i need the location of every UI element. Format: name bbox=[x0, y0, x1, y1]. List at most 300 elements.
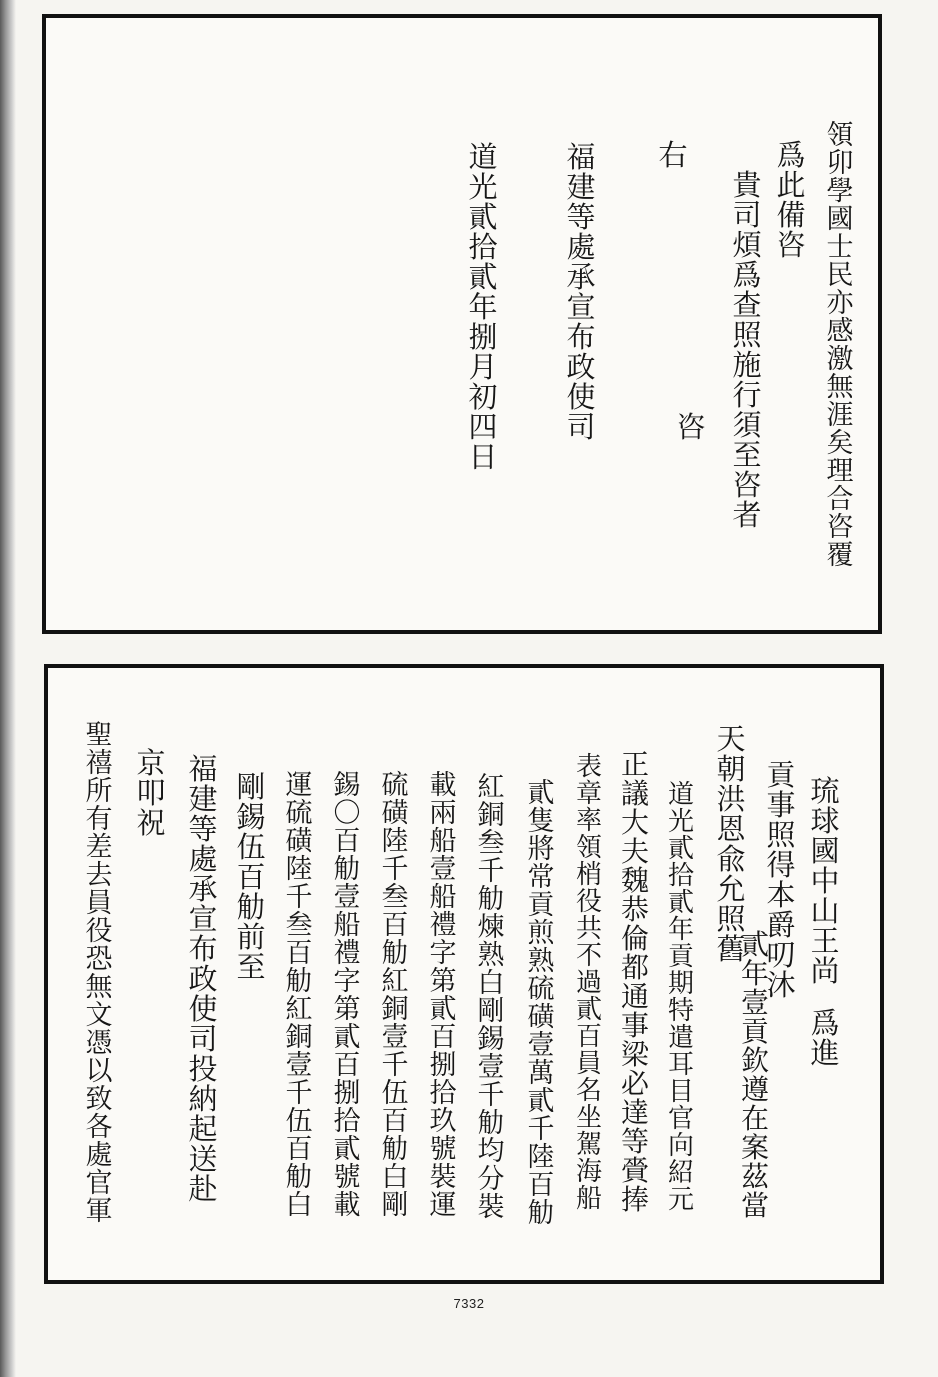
text-column bbox=[738, 930, 772, 1220]
glyph: 等 bbox=[188, 812, 218, 846]
glyph: 船 bbox=[429, 826, 457, 857]
glyph: 貴 bbox=[732, 168, 762, 202]
glyph: 國 bbox=[826, 204, 854, 235]
glyph: 所 bbox=[85, 776, 113, 807]
glyph: 百 bbox=[333, 826, 361, 857]
text-column bbox=[330, 772, 364, 1220]
text-column bbox=[808, 776, 842, 986]
text-column bbox=[466, 142, 500, 472]
text-column bbox=[82, 722, 116, 1226]
glyph: 司 bbox=[566, 410, 596, 444]
binding-edge-shadow bbox=[0, 0, 16, 1377]
glyph: 駕 bbox=[575, 1130, 602, 1160]
glyph: 名 bbox=[575, 1076, 602, 1106]
glyph: 錫 bbox=[333, 770, 361, 801]
glyph: 梁 bbox=[620, 1038, 649, 1071]
glyph: 隻 bbox=[527, 806, 555, 837]
glyph: 貳 bbox=[575, 995, 602, 1025]
glyph: 白 bbox=[381, 1162, 409, 1193]
glyph: 年 bbox=[468, 290, 498, 324]
glyph: 千 bbox=[381, 854, 409, 885]
glyph: 處 bbox=[188, 842, 218, 876]
bottom-document-panel bbox=[44, 664, 884, 1284]
glyph: 千 bbox=[285, 1078, 313, 1109]
glyph: 洪 bbox=[716, 782, 746, 816]
glyph: 矣 bbox=[826, 428, 854, 459]
glyph: 光 bbox=[468, 170, 498, 204]
glyph: 煉 bbox=[477, 912, 505, 943]
glyph: 民 bbox=[826, 260, 854, 291]
text-column bbox=[730, 170, 764, 530]
glyph: 煎 bbox=[527, 918, 555, 949]
glyph: 咨 bbox=[776, 228, 806, 262]
glyph: 磺 bbox=[285, 826, 313, 857]
glyph: 過 bbox=[575, 968, 602, 998]
glyph: 觔 bbox=[333, 854, 361, 885]
text-column bbox=[234, 772, 268, 982]
glyph: 祝 bbox=[136, 806, 166, 840]
glyph: 壹 bbox=[429, 854, 457, 885]
glyph: 特 bbox=[667, 996, 694, 1026]
glyph: 道 bbox=[667, 780, 694, 810]
glyph: 百 bbox=[236, 860, 266, 894]
glyph: 共 bbox=[575, 914, 602, 944]
glyph: 千 bbox=[477, 856, 505, 887]
glyph: 爲 bbox=[732, 258, 762, 292]
glyph: 等 bbox=[566, 200, 596, 234]
glyph: 拾 bbox=[468, 230, 498, 264]
glyph: 覆 bbox=[826, 540, 854, 571]
text-column bbox=[426, 772, 460, 1220]
glyph: 錫 bbox=[477, 1024, 505, 1055]
glyph: 貳 bbox=[429, 994, 457, 1025]
glyph: 政 bbox=[566, 350, 596, 384]
glyph: 卯 bbox=[826, 148, 854, 179]
glyph: 事 bbox=[620, 1009, 649, 1042]
glyph: 捧 bbox=[620, 1183, 649, 1216]
glyph: 咨 bbox=[676, 410, 706, 444]
glyph: 賫 bbox=[620, 1154, 649, 1187]
glyph: 行 bbox=[732, 378, 762, 412]
glyph: 熟 bbox=[477, 940, 505, 971]
glyph: 觔 bbox=[527, 1198, 555, 1229]
glyph: 第 bbox=[429, 966, 457, 997]
glyph: 貳 bbox=[667, 834, 694, 864]
glyph: 軍 bbox=[85, 1196, 113, 1227]
glyph: 建 bbox=[188, 782, 218, 816]
glyph: 都 bbox=[620, 951, 649, 984]
glyph: 陸 bbox=[285, 854, 313, 885]
text-column bbox=[524, 780, 558, 1228]
glyph: 領 bbox=[826, 120, 854, 151]
glyph: 司 bbox=[732, 198, 762, 232]
glyph: 宣 bbox=[566, 290, 596, 324]
glyph: 剛 bbox=[381, 1190, 409, 1221]
glyph: 文 bbox=[85, 1000, 113, 1031]
glyph: 萬 bbox=[527, 1058, 555, 1089]
glyph: 兩 bbox=[429, 798, 457, 829]
glyph: 亦 bbox=[826, 288, 854, 319]
glyph: 硫 bbox=[527, 974, 555, 1005]
glyph: 千 bbox=[381, 1050, 409, 1081]
glyph: 各 bbox=[85, 1112, 113, 1143]
glyph: 恐 bbox=[85, 944, 113, 975]
glyph: 須 bbox=[732, 408, 762, 442]
glyph: 承 bbox=[566, 260, 596, 294]
glyph: 陸 bbox=[381, 826, 409, 857]
glyph: 梢 bbox=[575, 860, 602, 890]
glyph: 使 bbox=[188, 992, 218, 1026]
glyph: 壹 bbox=[381, 1022, 409, 1053]
glyph: 爵 bbox=[766, 908, 796, 942]
glyph: 達 bbox=[620, 1096, 649, 1129]
glyph: 紅 bbox=[381, 966, 409, 997]
glyph: 伍 bbox=[381, 1078, 409, 1109]
glyph: 去 bbox=[85, 860, 113, 891]
glyph: 舊 bbox=[716, 932, 746, 966]
glyph: 捌 bbox=[468, 320, 498, 354]
glyph: 無 bbox=[85, 972, 113, 1003]
glyph: 布 bbox=[188, 932, 218, 966]
glyph: 銅 bbox=[381, 994, 409, 1025]
glyph: 千 bbox=[285, 882, 313, 913]
glyph: 送 bbox=[188, 1142, 218, 1176]
glyph: 貢 bbox=[527, 890, 555, 921]
glyph: 剛 bbox=[236, 770, 266, 804]
glyph: 倫 bbox=[620, 922, 649, 955]
glyph: 道 bbox=[468, 140, 498, 174]
glyph: 日 bbox=[468, 440, 498, 474]
glyph: 司 bbox=[188, 1022, 218, 1056]
glyph: 觔 bbox=[381, 938, 409, 969]
glyph: 宣 bbox=[188, 902, 218, 936]
glyph: 政 bbox=[188, 962, 218, 996]
glyph: 照 bbox=[732, 318, 762, 352]
glyph: 激 bbox=[826, 344, 854, 375]
glyph: 差 bbox=[85, 832, 113, 863]
glyph: 貢 bbox=[667, 942, 694, 972]
glyph: 第 bbox=[333, 994, 361, 1025]
glyph: 遣 bbox=[667, 1023, 694, 1053]
glyph: 元 bbox=[667, 1185, 694, 1215]
glyph: 本 bbox=[766, 878, 796, 912]
glyph: 貳 bbox=[527, 778, 555, 809]
glyph: 爲 bbox=[810, 1006, 840, 1040]
text-column bbox=[572, 754, 606, 1213]
glyph: 使 bbox=[566, 380, 596, 414]
glyph: 事 bbox=[766, 788, 796, 822]
glyph: 年 bbox=[667, 915, 694, 945]
glyph: 球 bbox=[810, 804, 840, 838]
glyph: 海 bbox=[575, 1157, 602, 1187]
glyph: 觔 bbox=[381, 1134, 409, 1165]
glyph: 百 bbox=[333, 1050, 361, 1081]
glyph: 百 bbox=[381, 1106, 409, 1137]
glyph: 船 bbox=[333, 910, 361, 941]
glyph: 中 bbox=[810, 864, 840, 898]
glyph: 在 bbox=[740, 1102, 769, 1135]
glyph: 玖 bbox=[429, 1106, 457, 1137]
glyph: 憑 bbox=[85, 1028, 113, 1059]
glyph: 百 bbox=[575, 1022, 602, 1052]
glyph: 承 bbox=[188, 872, 218, 906]
text-column bbox=[618, 750, 652, 1214]
glyph: 致 bbox=[85, 1084, 113, 1115]
glyph: 爲 bbox=[776, 138, 806, 172]
glyph: 納 bbox=[188, 1082, 218, 1116]
glyph: 光 bbox=[667, 807, 694, 837]
glyph: 禧 bbox=[85, 748, 113, 779]
glyph: 役 bbox=[85, 916, 113, 947]
glyph: 合 bbox=[826, 484, 854, 515]
glyph: 役 bbox=[575, 887, 602, 917]
glyph: 貳 bbox=[527, 1086, 555, 1117]
glyph: 兪 bbox=[716, 842, 746, 876]
glyph: 有 bbox=[85, 804, 113, 835]
text-column bbox=[774, 140, 808, 260]
glyph: 觔 bbox=[477, 884, 505, 915]
glyph: 伍 bbox=[285, 1106, 313, 1137]
text-column bbox=[474, 774, 508, 1222]
glyph: 恭 bbox=[620, 893, 649, 926]
glyph: 議 bbox=[620, 777, 649, 810]
text-column bbox=[656, 140, 690, 170]
glyph: 期 bbox=[667, 969, 694, 999]
glyph: 魏 bbox=[620, 864, 649, 897]
glyph: 拾 bbox=[333, 1106, 361, 1137]
glyph: 琉 bbox=[810, 774, 840, 808]
glyph: 國 bbox=[810, 834, 840, 868]
glyph: 案 bbox=[740, 1131, 769, 1164]
glyph: 通 bbox=[620, 980, 649, 1013]
glyph: 載 bbox=[333, 1190, 361, 1221]
glyph: 白 bbox=[477, 968, 505, 999]
glyph: 此 bbox=[776, 168, 806, 202]
glyph: 硫 bbox=[285, 798, 313, 829]
text-column bbox=[674, 412, 708, 442]
glyph: 不 bbox=[575, 941, 602, 971]
text-column bbox=[664, 782, 698, 1214]
glyph: 初 bbox=[468, 380, 498, 414]
glyph: 目 bbox=[667, 1077, 694, 1107]
glyph: 禮 bbox=[333, 938, 361, 969]
glyph: 坐 bbox=[575, 1103, 602, 1133]
glyph: 拾 bbox=[429, 1078, 457, 1109]
glyph: 照 bbox=[766, 818, 796, 852]
glyph: 以 bbox=[85, 1056, 113, 1087]
glyph: 壹 bbox=[527, 1030, 555, 1061]
text-column bbox=[282, 772, 316, 1220]
glyph: 船 bbox=[429, 882, 457, 913]
glyph: 貳 bbox=[468, 200, 498, 234]
glyph: 至 bbox=[732, 438, 762, 472]
glyph: 聖 bbox=[85, 720, 113, 751]
glyph: 煩 bbox=[732, 228, 762, 262]
glyph: 叨 bbox=[766, 938, 796, 972]
glyph: 千 bbox=[527, 1114, 555, 1145]
glyph: 沐 bbox=[766, 968, 796, 1002]
glyph: 硫 bbox=[381, 770, 409, 801]
glyph: 白 bbox=[285, 1190, 313, 1221]
glyph: 尚 bbox=[810, 954, 840, 988]
glyph: 拾 bbox=[667, 861, 694, 891]
glyph: 紅 bbox=[477, 772, 505, 803]
glyph: 字 bbox=[333, 966, 361, 997]
glyph: 貢 bbox=[740, 1015, 769, 1048]
glyph: 當 bbox=[740, 1189, 769, 1222]
glyph: 領 bbox=[575, 833, 602, 863]
glyph: 船 bbox=[575, 1184, 602, 1214]
glyph: 耳 bbox=[667, 1050, 694, 1080]
glyph: 叁 bbox=[285, 910, 313, 941]
glyph: 士 bbox=[826, 232, 854, 263]
glyph: 向 bbox=[667, 1131, 694, 1161]
glyph: 觔 bbox=[285, 966, 313, 997]
glyph: 無 bbox=[826, 372, 854, 403]
glyph: 理 bbox=[826, 456, 854, 487]
glyph: 貳 bbox=[667, 888, 694, 918]
glyph: 觔 bbox=[477, 1108, 505, 1139]
glyph: 得 bbox=[766, 848, 796, 882]
glyph: 運 bbox=[285, 770, 313, 801]
glyph: 涯 bbox=[826, 400, 854, 431]
glyph: 年 bbox=[740, 957, 769, 990]
glyph: 壹 bbox=[285, 1050, 313, 1081]
glyph: 欽 bbox=[740, 1044, 769, 1077]
glyph: 必 bbox=[620, 1067, 649, 1100]
glyph: 均 bbox=[477, 1136, 505, 1167]
glyph: 起 bbox=[188, 1112, 218, 1146]
glyph: 運 bbox=[429, 1190, 457, 1221]
glyph: 裝 bbox=[477, 1192, 505, 1223]
glyph: 恩 bbox=[716, 812, 746, 846]
glyph: 百 bbox=[381, 910, 409, 941]
glyph: 百 bbox=[285, 938, 313, 969]
glyph: 將 bbox=[527, 834, 555, 865]
text-column bbox=[134, 748, 168, 838]
glyph: 壹 bbox=[740, 986, 769, 1019]
glyph: 叁 bbox=[381, 882, 409, 913]
glyph: 熟 bbox=[527, 946, 555, 977]
glyph: 遵 bbox=[740, 1073, 769, 1106]
glyph: 銅 bbox=[285, 1022, 313, 1053]
glyph: 常 bbox=[527, 862, 555, 893]
glyph: 壹 bbox=[333, 882, 361, 913]
glyph: 〇 bbox=[333, 798, 361, 829]
glyph: 至 bbox=[236, 950, 266, 984]
text-column bbox=[823, 122, 857, 570]
glyph: 官 bbox=[667, 1104, 694, 1134]
glyph: 照 bbox=[716, 902, 746, 936]
text-column bbox=[808, 1008, 842, 1068]
glyph: 表 bbox=[575, 752, 602, 782]
page-number: 7332 bbox=[453, 1296, 485, 1311]
glyph: 貳 bbox=[333, 1022, 361, 1053]
glyph: 裝 bbox=[429, 1162, 457, 1193]
glyph: 處 bbox=[566, 230, 596, 264]
glyph: 備 bbox=[776, 198, 806, 232]
glyph: 磺 bbox=[527, 1002, 555, 1033]
glyph: 夫 bbox=[620, 835, 649, 868]
glyph: 投 bbox=[188, 1052, 218, 1086]
text-column bbox=[378, 772, 412, 1220]
glyph: 等 bbox=[620, 1125, 649, 1158]
glyph: 分 bbox=[477, 1164, 505, 1195]
glyph: 貳 bbox=[468, 260, 498, 294]
glyph: 允 bbox=[716, 872, 746, 906]
glyph: 百 bbox=[429, 1022, 457, 1053]
glyph: 查 bbox=[732, 288, 762, 322]
glyph: 處 bbox=[85, 1140, 113, 1171]
glyph: 建 bbox=[566, 170, 596, 204]
glyph: 貳 bbox=[333, 1134, 361, 1165]
glyph: 施 bbox=[732, 348, 762, 382]
text-column bbox=[186, 754, 220, 1204]
glyph: 咨 bbox=[732, 468, 762, 502]
glyph: 大 bbox=[620, 806, 649, 839]
glyph: 觔 bbox=[285, 1162, 313, 1193]
glyph: 茲 bbox=[740, 1160, 769, 1193]
glyph: 章 bbox=[575, 779, 602, 809]
glyph: 號 bbox=[333, 1162, 361, 1193]
glyph: 字 bbox=[429, 938, 457, 969]
glyph: 朝 bbox=[716, 752, 746, 786]
glyph: 伍 bbox=[236, 830, 266, 864]
glyph: 陸 bbox=[527, 1142, 555, 1173]
glyph: 咨 bbox=[826, 512, 854, 543]
glyph: 赴 bbox=[188, 1172, 218, 1206]
glyph: 紹 bbox=[667, 1158, 694, 1188]
glyph: 進 bbox=[810, 1036, 840, 1070]
glyph: 銅 bbox=[477, 800, 505, 831]
glyph: 福 bbox=[188, 752, 218, 786]
glyph: 百 bbox=[285, 1134, 313, 1165]
glyph: 剛 bbox=[477, 996, 505, 1027]
glyph: 感 bbox=[826, 316, 854, 347]
glyph: 千 bbox=[477, 1080, 505, 1111]
glyph: 壹 bbox=[477, 1052, 505, 1083]
glyph: 者 bbox=[732, 498, 762, 532]
glyph: 百 bbox=[527, 1170, 555, 1201]
glyph: 月 bbox=[468, 350, 498, 384]
glyph: 京 bbox=[136, 746, 166, 780]
glyph: 貳 bbox=[740, 928, 769, 961]
glyph: 學 bbox=[826, 176, 854, 207]
glyph: 禮 bbox=[429, 910, 457, 941]
glyph: 捌 bbox=[429, 1050, 457, 1081]
glyph: 前 bbox=[236, 920, 266, 954]
glyph: 山 bbox=[810, 894, 840, 928]
top-document-panel bbox=[42, 14, 882, 634]
glyph: 捌 bbox=[333, 1078, 361, 1109]
glyph: 四 bbox=[468, 410, 498, 444]
glyph: 紅 bbox=[285, 994, 313, 1025]
glyph: 官 bbox=[85, 1168, 113, 1199]
glyph: 右 bbox=[658, 138, 688, 172]
glyph: 錫 bbox=[236, 800, 266, 834]
glyph: 員 bbox=[575, 1049, 602, 1079]
glyph: 員 bbox=[85, 888, 113, 919]
glyph: 貢 bbox=[766, 758, 796, 792]
glyph: 正 bbox=[620, 748, 649, 781]
glyph: 天 bbox=[716, 722, 746, 756]
glyph: 號 bbox=[429, 1134, 457, 1165]
text-column bbox=[564, 142, 598, 442]
glyph: 叩 bbox=[136, 776, 166, 810]
glyph: 福 bbox=[566, 140, 596, 174]
glyph: 叁 bbox=[477, 828, 505, 859]
glyph: 載 bbox=[429, 770, 457, 801]
